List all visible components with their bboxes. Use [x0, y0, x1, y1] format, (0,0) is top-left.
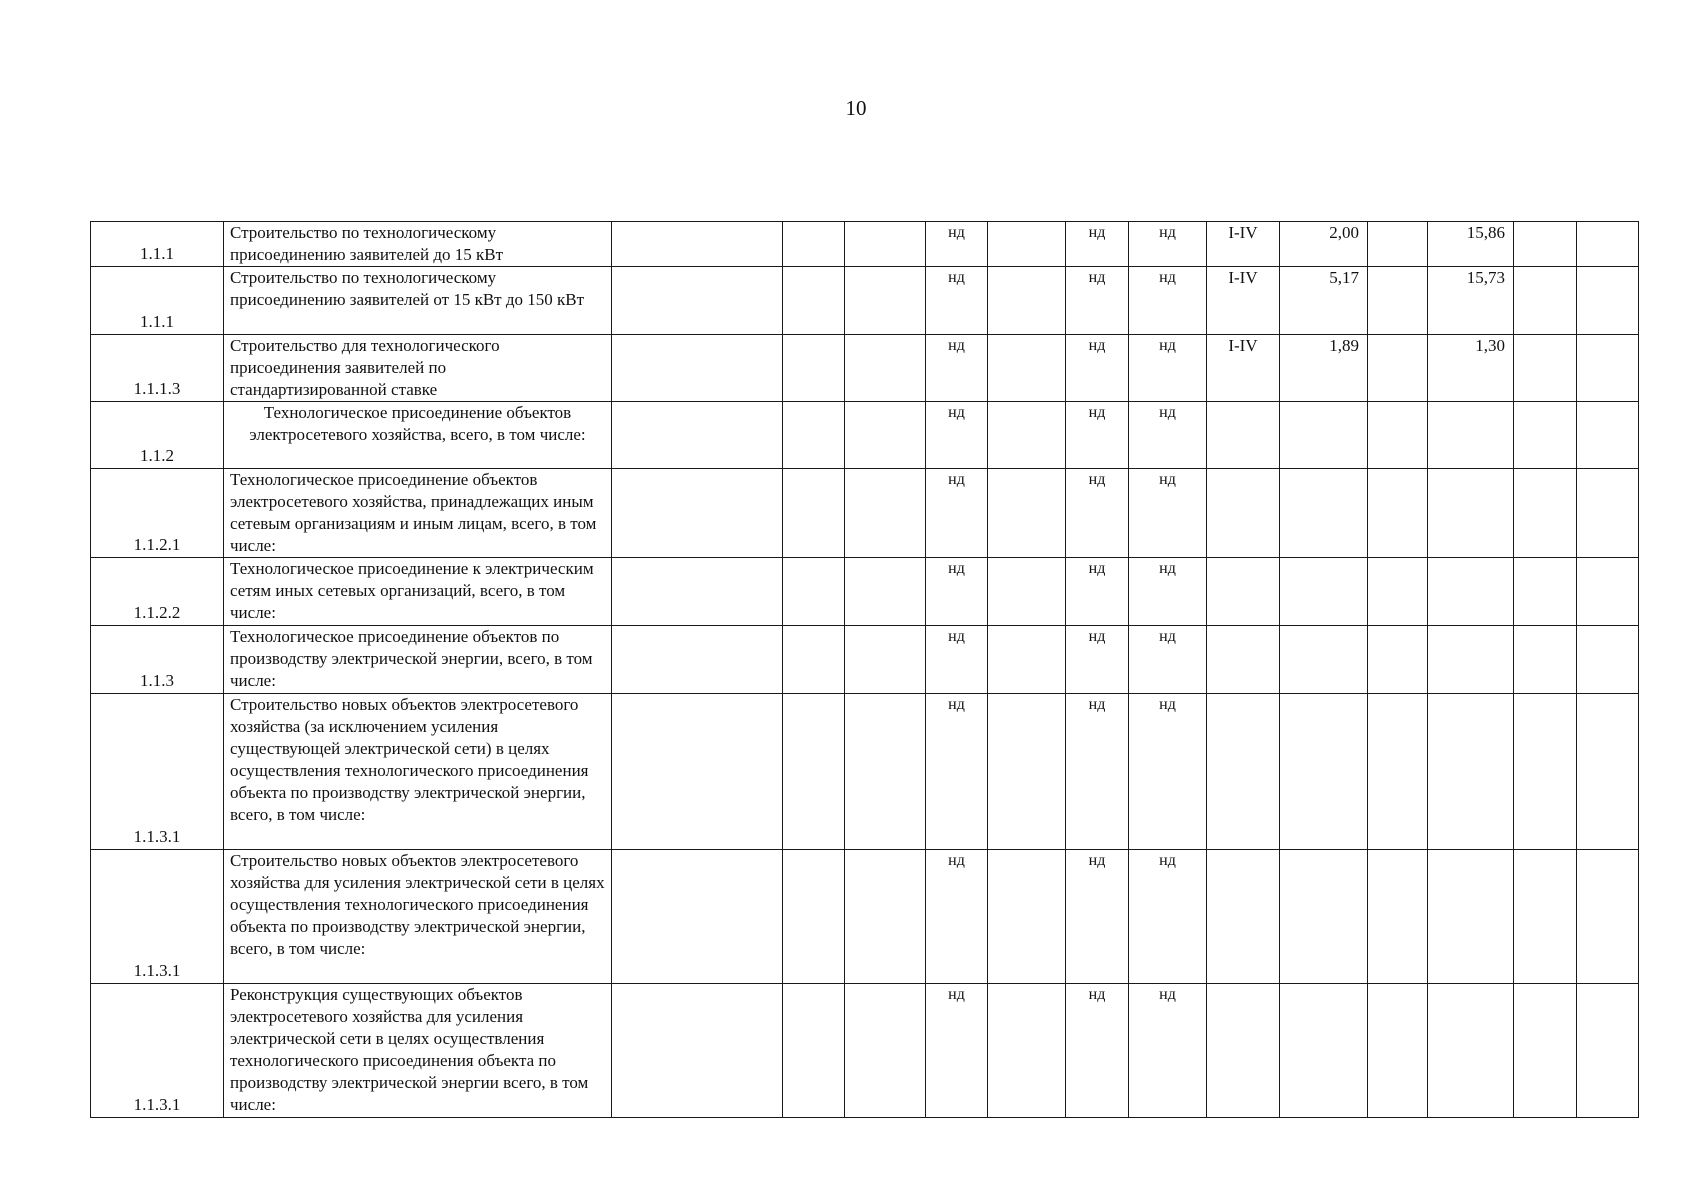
- value2-cell: [1428, 402, 1514, 469]
- empty-cell: [1577, 626, 1639, 694]
- nd-cell: нд: [1129, 267, 1207, 335]
- quarter-cell: [1207, 469, 1280, 558]
- table-row: [91, 267, 1639, 335]
- empty-cell: [783, 335, 845, 402]
- empty-cell: [612, 469, 783, 558]
- nd-cell: нд: [926, 558, 988, 626]
- value1-cell: [1280, 626, 1368, 694]
- row-name: Технологическое присоединение объектов электросетевого хозяйства, принадлежащих иным сетевым организациям и иным лицам, всего, в том числе:: [224, 469, 612, 558]
- empty-cell: [1514, 222, 1577, 267]
- empty-cell: [1514, 267, 1577, 335]
- row-number: 1.1.3: [91, 626, 224, 694]
- row-number: 1.1.3.1: [91, 984, 224, 1118]
- nd-cell: нд: [1129, 469, 1207, 558]
- empty-cell: [845, 222, 926, 267]
- empty-cell: [845, 335, 926, 402]
- value2-cell: 1,30: [1428, 335, 1514, 402]
- empty-cell: [1577, 850, 1639, 984]
- empty-cell: [783, 694, 845, 850]
- row-number: 1.1.3.1: [91, 694, 224, 850]
- value1-cell: [1280, 402, 1368, 469]
- row-name: Технологическое присоединение объектов по производству электрической энергии, всего, в том числе:: [224, 626, 612, 694]
- row-name: Строительство по технологическому присоединению заявителей до 15 кВт: [224, 222, 612, 267]
- empty-cell: [988, 222, 1066, 267]
- value2-cell: [1428, 469, 1514, 558]
- nd-cell: нд: [1066, 335, 1129, 402]
- value2-cell: 15,86: [1428, 222, 1514, 267]
- nd-cell: нд: [1066, 402, 1129, 469]
- nd-cell: нд: [1129, 694, 1207, 850]
- value2-cell: [1428, 850, 1514, 984]
- empty-cell: [1368, 694, 1428, 850]
- empty-cell: [783, 626, 845, 694]
- empty-cell: [1577, 558, 1639, 626]
- nd-cell: нд: [926, 984, 988, 1118]
- row-number: 1.1.2.2: [91, 558, 224, 626]
- quarter-cell: [1207, 850, 1280, 984]
- empty-cell: [1577, 222, 1639, 267]
- empty-cell: [612, 626, 783, 694]
- empty-cell: [1514, 335, 1577, 402]
- empty-cell: [845, 402, 926, 469]
- row-number: 1.1.1.3: [91, 335, 224, 402]
- quarter-cell: [1207, 694, 1280, 850]
- value2-cell: [1428, 558, 1514, 626]
- row-number: 1.1.2: [91, 402, 224, 469]
- nd-cell: нд: [1066, 558, 1129, 626]
- quarter-cell: [1207, 402, 1280, 469]
- empty-cell: [845, 694, 926, 850]
- nd-cell: нд: [1066, 267, 1129, 335]
- row-name: Технологическое присоединение к электрическим сетям иных сетевых организаций, всего, в том числе:: [224, 558, 612, 626]
- empty-cell: [1577, 402, 1639, 469]
- table-row: [91, 694, 1639, 850]
- empty-cell: [1514, 694, 1577, 850]
- empty-cell: [988, 850, 1066, 984]
- row-name: Строительство новых объектов электросетевого хозяйства (за исключением усиления существующей электрической сети) в целях осуществления технологического присоединения объекта по производству электрической энергии, всего, в том числе:: [224, 694, 612, 850]
- empty-cell: [1514, 984, 1577, 1118]
- nd-cell: нд: [926, 335, 988, 402]
- value1-cell: [1280, 558, 1368, 626]
- nd-cell: нд: [1066, 850, 1129, 984]
- table-row: [91, 335, 1639, 402]
- empty-cell: [612, 558, 783, 626]
- value1-cell: 1,89: [1280, 335, 1368, 402]
- nd-cell: нд: [1066, 469, 1129, 558]
- nd-cell: нд: [1066, 984, 1129, 1118]
- nd-cell: нд: [1066, 626, 1129, 694]
- value1-cell: [1280, 984, 1368, 1118]
- empty-cell: [1368, 850, 1428, 984]
- nd-cell: нд: [1129, 222, 1207, 267]
- row-number: 1.1.2.1: [91, 469, 224, 558]
- nd-cell: нд: [1129, 558, 1207, 626]
- quarter-cell: [1207, 984, 1280, 1118]
- empty-cell: [783, 850, 845, 984]
- investment-table: [90, 221, 1639, 1118]
- nd-cell: нд: [1066, 694, 1129, 850]
- empty-cell: [845, 984, 926, 1118]
- value1-cell: [1280, 469, 1368, 558]
- table-row: [91, 558, 1639, 626]
- empty-cell: [1514, 626, 1577, 694]
- table-row: [91, 984, 1639, 1118]
- empty-cell: [1577, 335, 1639, 402]
- nd-cell: нд: [926, 267, 988, 335]
- value1-cell: [1280, 850, 1368, 984]
- nd-cell: нд: [1129, 850, 1207, 984]
- empty-cell: [1368, 222, 1428, 267]
- empty-cell: [1577, 267, 1639, 335]
- quarter-cell: [1207, 558, 1280, 626]
- empty-cell: [1577, 469, 1639, 558]
- empty-cell: [1514, 558, 1577, 626]
- table-row: [91, 850, 1639, 984]
- row-name: Строительство для технологического присоединения заявителей по стандартизированной ставке: [224, 335, 612, 402]
- empty-cell: [1577, 694, 1639, 850]
- row-name: Строительство по технологическому присоединению заявителей от 15 кВт до 150 кВт: [224, 267, 612, 335]
- empty-cell: [1514, 469, 1577, 558]
- empty-cell: [988, 626, 1066, 694]
- empty-cell: [1577, 984, 1639, 1118]
- empty-cell: [988, 984, 1066, 1118]
- table-row: [91, 222, 1639, 267]
- empty-cell: [783, 267, 845, 335]
- page-number: 10: [845, 96, 867, 120]
- empty-cell: [612, 222, 783, 267]
- quarter-cell: I-IV: [1207, 267, 1280, 335]
- nd-cell: нд: [926, 469, 988, 558]
- empty-cell: [845, 267, 926, 335]
- nd-cell: нд: [926, 626, 988, 694]
- empty-cell: [1368, 469, 1428, 558]
- empty-cell: [783, 984, 845, 1118]
- empty-cell: [612, 335, 783, 402]
- empty-cell: [988, 402, 1066, 469]
- row-number: 1.1.1: [91, 222, 224, 267]
- empty-cell: [783, 402, 845, 469]
- empty-cell: [1368, 984, 1428, 1118]
- nd-cell: нд: [926, 222, 988, 267]
- nd-cell: нд: [1129, 335, 1207, 402]
- empty-cell: [988, 267, 1066, 335]
- table-body: [91, 222, 1639, 1118]
- empty-cell: [988, 469, 1066, 558]
- value1-cell: 2,00: [1280, 222, 1368, 267]
- empty-cell: [1368, 402, 1428, 469]
- value2-cell: [1428, 626, 1514, 694]
- row-name: Реконструкция существующих объектов электросетевого хозяйства для усиления электрической сети в целях осуществления технологического присоединения объекта по производству электрической энергии всего, в том числе:: [224, 984, 612, 1118]
- empty-cell: [612, 984, 783, 1118]
- table-row: [91, 402, 1639, 469]
- empty-cell: [612, 694, 783, 850]
- empty-cell: [1368, 558, 1428, 626]
- empty-cell: [783, 469, 845, 558]
- nd-cell: нд: [1066, 222, 1129, 267]
- empty-cell: [783, 222, 845, 267]
- empty-cell: [988, 558, 1066, 626]
- empty-cell: [845, 558, 926, 626]
- value2-cell: [1428, 984, 1514, 1118]
- empty-cell: [612, 402, 783, 469]
- nd-cell: нд: [1129, 626, 1207, 694]
- empty-cell: [1514, 850, 1577, 984]
- row-number: 1.1.3.1: [91, 850, 224, 984]
- quarter-cell: I-IV: [1207, 335, 1280, 402]
- nd-cell: нд: [1129, 402, 1207, 469]
- empty-cell: [612, 267, 783, 335]
- nd-cell: нд: [926, 694, 988, 850]
- empty-cell: [1368, 626, 1428, 694]
- nd-cell: нд: [926, 402, 988, 469]
- empty-cell: [988, 694, 1066, 850]
- empty-cell: [612, 850, 783, 984]
- empty-cell: [845, 469, 926, 558]
- empty-cell: [1368, 267, 1428, 335]
- value1-cell: 5,17: [1280, 267, 1368, 335]
- value2-cell: [1428, 694, 1514, 850]
- row-number: 1.1.1: [91, 267, 224, 335]
- table-row: [91, 626, 1639, 694]
- empty-cell: [1514, 402, 1577, 469]
- nd-cell: нд: [1129, 984, 1207, 1118]
- table-row: [91, 469, 1639, 558]
- nd-cell: нд: [926, 850, 988, 984]
- value2-cell: 15,73: [1428, 267, 1514, 335]
- quarter-cell: [1207, 626, 1280, 694]
- value1-cell: [1280, 694, 1368, 850]
- empty-cell: [783, 558, 845, 626]
- empty-cell: [1368, 335, 1428, 402]
- row-name: Технологическое присоединение объектов электросетевого хозяйства, всего, в том числе:: [224, 402, 612, 469]
- empty-cell: [845, 626, 926, 694]
- row-name: Строительство новых объектов электросетевого хозяйства для усиления электрической сети в целях осуществления технологического присоединения объекта по производству электрической энергии, всего, в том числе:: [224, 850, 612, 984]
- quarter-cell: I-IV: [1207, 222, 1280, 267]
- empty-cell: [845, 850, 926, 984]
- empty-cell: [988, 335, 1066, 402]
